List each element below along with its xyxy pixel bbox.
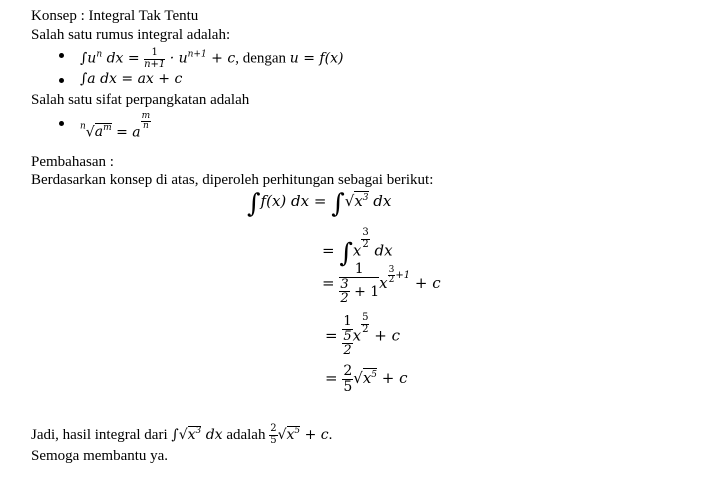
concept-heading: Konsep : Integral Tak Tentu: [31, 8, 199, 24]
property-intro: Salah satu sifat perpangkatan adalah: [31, 92, 250, 108]
discussion-heading: Pembahasan :: [31, 154, 114, 170]
step-1: ∫f(x) dx = $\int√x^3$ dx: [247, 189, 392, 219]
power-rule-formula: $\int u^n$ dx = $\frac{1}{n+1}$ · $u^{n+1} + c$, dengan u = f(x): [80, 47, 344, 70]
bullet-point: [59, 53, 64, 58]
step-5: = $\frac{2}{5}$ $√x^5 + c$: [325, 363, 408, 395]
constant-rule-formula: ∫a dx = ax + c: [80, 71, 183, 87]
bullet-point: [59, 121, 64, 126]
closing-text: Semoga membantu ya.: [31, 448, 169, 464]
conclusion: Jadi, hasil integral dari $\int√x^3$ dx adalah $\frac{2}{5}$ $√x^5 + c$.: [31, 423, 333, 446]
step-4: = $\frac{1}{\frac{5}{2}}$ x $\frac{5}{2}$ + c: [325, 312, 400, 359]
formula-connector: , dengan: [235, 50, 290, 67]
discussion-intro: Berdasarkan konsep di atas, diperoleh perhitungan sebagai berikut:: [31, 172, 434, 188]
step-2: = ∫x $\frac{3}{2}$ dx: [322, 227, 393, 269]
bullet-point: [59, 78, 64, 83]
conclusion-middle: adalah: [222, 427, 270, 443]
exponent-root-property: $^n√a^m = a$ $\frac{m}{n}$: [80, 111, 151, 141]
formula-intro: Salah satu rumus integral adalah:: [31, 27, 231, 43]
step-3: = 1 $\frac{3}{2}$ + 1 x $^{\frac{3}{2} +1}$ + c: [322, 261, 441, 307]
conclusion-prefix: Jadi, hasil integral dari: [31, 427, 172, 443]
conclusion-suffix: .: [328, 427, 333, 443]
